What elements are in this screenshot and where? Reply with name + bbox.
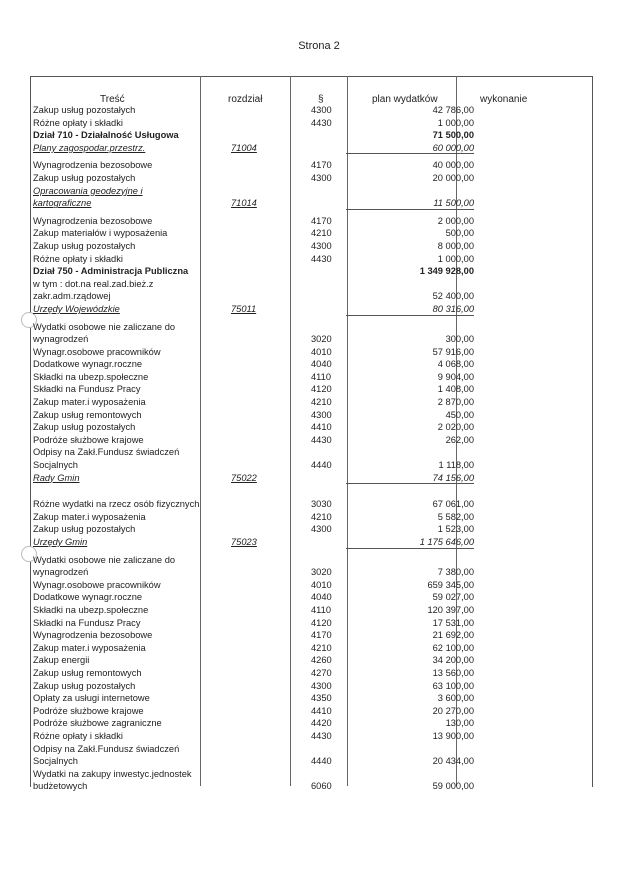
table-row (31, 159, 591, 172)
row-tresc-line: w tym : dot.na real.zad.bież.z (33, 278, 154, 289)
row-tresc-line: Opracowania geodezyjne i (33, 185, 143, 196)
row-tresc-line: Plany zagospodar.przestrz. (33, 142, 146, 153)
row-tresc-line: Rady Gmin (33, 472, 80, 483)
row-plan-amount: 262,00 (445, 434, 474, 445)
table-row (31, 680, 591, 693)
header-rozdzial: rozdział (228, 94, 263, 105)
table-row (31, 265, 591, 278)
row-tresc (33, 358, 209, 371)
table-row (31, 743, 591, 768)
subtotal-underline (346, 548, 474, 549)
row-tresc-line: Różne opłaty i składki (33, 730, 123, 741)
row-tresc (33, 692, 209, 705)
row-paragraf: 4430 (311, 117, 332, 128)
row-tresc-line: Opłaty za usługi internetowe (33, 693, 150, 704)
row-paragraf: 4040 (311, 359, 332, 370)
row-plan-amount: 40 000,00 (432, 160, 474, 171)
row-plan-amount: 59 000,00 (432, 781, 474, 792)
table-row (31, 472, 591, 485)
row-paragraf: 4010 (311, 579, 332, 590)
row-tresc (33, 434, 209, 447)
row-paragraf: 3020 (311, 334, 332, 345)
row-paragraf: 4210 (311, 397, 332, 408)
row-plan-amount: 21 692,00 (432, 630, 474, 641)
row-tresc-line: Socjalnych (33, 756, 78, 767)
table-row (31, 278, 591, 303)
row-tresc (33, 730, 209, 743)
row-tresc-line: Różne opłaty i składki (33, 253, 123, 264)
row-tresc-line: Zakup mater.i wyposażenia (33, 511, 146, 522)
row-rozdzial: 71004 (231, 142, 257, 153)
row-paragraf: 4040 (311, 592, 332, 603)
row-tresc-line: Składki na Fundusz Pracy (33, 384, 141, 395)
row-tresc-line: Zakup mater.i wyposażenia (33, 397, 146, 408)
row-tresc-line: Wynagrodzenia bezosobowe (33, 160, 153, 171)
header-paragraf: § (318, 94, 324, 105)
table-row (31, 240, 591, 253)
row-tresc-line: Dodatkowe wynagr.roczne (33, 592, 143, 603)
row-plan-amount: 120 397,00 (427, 604, 474, 615)
row-plan-amount: 13 900,00 (432, 730, 474, 741)
row-paragraf: 4440 (311, 756, 332, 767)
row-tresc (33, 253, 209, 266)
row-rozdzial: 75023 (231, 537, 257, 547)
row-plan-amount: 1 523,00 (437, 524, 474, 535)
row-tresc-line: Podróże służbowe krajowe (33, 705, 144, 716)
header-plan: plan wydatków (372, 94, 438, 105)
row-tresc (33, 240, 209, 253)
row-tresc (33, 104, 209, 117)
row-tresc (33, 215, 209, 228)
row-paragraf: 3030 (311, 499, 332, 510)
row-tresc (33, 554, 209, 579)
row-paragraf: 4260 (311, 655, 332, 666)
row-tresc (33, 265, 209, 278)
row-tresc-line: Zakup usług pozostałych (33, 105, 136, 115)
row-plan-amount: 300,00 (445, 334, 474, 345)
row-paragraf: 4420 (311, 718, 332, 729)
row-tresc (33, 117, 209, 130)
row-plan-amount: 1 118,00 (438, 460, 474, 471)
row-tresc (33, 523, 209, 536)
row-tresc-line: Socjalnych (33, 460, 78, 471)
row-tresc-line: Zakup usług remontowych (33, 409, 142, 420)
row-plan-amount: 20 270,00 (432, 705, 474, 716)
row-paragraf: 4210 (311, 228, 332, 239)
row-paragraf: 4170 (311, 630, 332, 641)
row-paragraf: 4300 (311, 240, 332, 251)
table-row (31, 554, 591, 579)
row-tresc (33, 717, 209, 730)
table-row (31, 768, 591, 793)
row-paragraf: 4170 (311, 215, 332, 226)
row-tresc-line: Składki na ubezp.społeczne (33, 604, 149, 615)
budget-table (31, 104, 591, 793)
row-tresc (33, 511, 209, 524)
row-tresc (33, 604, 209, 617)
table-row (31, 604, 591, 617)
row-tresc (33, 278, 209, 303)
row-paragraf: 4170 (311, 160, 332, 171)
row-tresc-line: Odpisy na Zakł.Fundusz świadczeń (33, 447, 180, 458)
table-row (31, 629, 591, 642)
row-tresc (33, 159, 209, 172)
row-paragraf: 4440 (311, 460, 332, 471)
row-tresc-line: Wydatki osobowe nie zaliczane do (33, 554, 176, 565)
row-tresc (33, 498, 209, 511)
row-tresc (33, 667, 209, 680)
table-row (31, 730, 591, 743)
row-tresc-line: Zakup usług pozostałych (33, 172, 136, 183)
row-tresc (33, 629, 209, 642)
row-tresc-line: Zakup mater.i wyposażenia (33, 642, 146, 653)
table-row (31, 371, 591, 384)
row-tresc-line: Zakup usług pozostałych (33, 422, 136, 433)
row-plan-amount: 57 916,00 (432, 346, 474, 357)
row-tresc-line: Zakup usług pozostałych (33, 680, 136, 691)
table-row (31, 667, 591, 680)
row-paragraf: 4210 (311, 642, 332, 653)
row-plan-amount: 2 000,00 (437, 215, 474, 226)
row-plan-amount: 130,00 (445, 718, 474, 729)
table-row (31, 396, 591, 409)
subtotal-underline (346, 209, 474, 210)
row-tresc-line: Zakup energii (33, 655, 90, 666)
row-tresc-line: Urzędy Gmin (33, 537, 88, 547)
row-rozdzial: 71014 (231, 198, 257, 209)
row-plan-amount: 52 400,00 (432, 291, 474, 302)
row-plan-amount: 8 000,00 (437, 240, 474, 251)
row-tresc (33, 142, 209, 155)
row-plan-amount: 60 000,00 (432, 142, 474, 153)
row-paragraf: 4410 (311, 422, 332, 433)
row-plan-amount: 17 531,00 (432, 617, 474, 628)
row-tresc (33, 617, 209, 630)
row-tresc-line: Urzędy Wojewódzkie (33, 303, 120, 314)
row-plan-amount: 3 600,00 (437, 693, 474, 704)
row-plan-amount: 659 345,00 (427, 579, 474, 590)
row-plan-amount: 4 068,00 (437, 359, 474, 370)
table-row (31, 117, 591, 130)
table-row (31, 654, 591, 667)
row-paragraf: 4300 (311, 524, 332, 535)
row-tresc-line: Różne opłaty i składki (33, 117, 123, 128)
row-plan-amount: 71 500,00 (432, 130, 474, 141)
row-tresc-line: budżetowych (33, 781, 88, 792)
row-rozdzial: 75011 (231, 303, 257, 314)
row-tresc (33, 371, 209, 384)
table-row (31, 104, 591, 117)
row-tresc-line: Zakup usług pozostałych (33, 240, 136, 251)
row-plan-amount: 67 061,00 (432, 499, 474, 510)
table-row (31, 409, 591, 422)
table-row (31, 172, 591, 185)
row-tresc (33, 172, 209, 185)
row-tresc-line: kartograficzne (33, 198, 92, 209)
row-plan-amount: 500,00 (445, 228, 474, 239)
row-plan-amount: 74 156,00 (432, 472, 474, 483)
row-plan-amount: 42 786,00 (432, 105, 474, 115)
row-tresc-line: Zakup usług pozostałych (33, 524, 136, 535)
row-paragraf: 4010 (311, 346, 332, 357)
row-tresc (33, 642, 209, 655)
row-plan-amount: 1 349 928,00 (419, 266, 474, 277)
subtotal-underline (346, 483, 474, 484)
row-tresc (33, 383, 209, 396)
row-tresc-line: wynagrodzeń (33, 567, 89, 578)
row-tresc (33, 680, 209, 693)
row-plan-amount: 5 582,00 (437, 511, 474, 522)
row-tresc-line: Składki na ubezp.społeczne (33, 371, 149, 382)
row-plan-amount: 13 560,00 (432, 667, 474, 678)
row-tresc (33, 536, 209, 549)
row-plan-amount: 2 020,00 (437, 422, 474, 433)
row-tresc-line: Wydatki na zakupy inwestyc.jednostek (33, 768, 192, 779)
row-paragraf: 4120 (311, 384, 332, 395)
table-row (31, 617, 591, 630)
table-row (31, 511, 591, 524)
table-row (31, 253, 591, 266)
row-tresc-line: Odpisy na Zakł.Fundusz świadczeń (33, 743, 180, 754)
row-plan-amount: 20 000,00 (432, 172, 474, 183)
row-paragraf: 4300 (311, 172, 332, 183)
row-paragraf: 4300 (311, 409, 332, 420)
table-row (31, 142, 591, 155)
subtotal-underline (346, 153, 474, 154)
table-row (31, 346, 591, 359)
table-row (31, 383, 591, 396)
row-paragraf: 3020 (311, 567, 332, 578)
row-tresc-line: Podróże służbowe krajowe (33, 434, 144, 445)
table-row (31, 692, 591, 705)
row-tresc-line: Wynagrodzenia bezosobowe (33, 215, 153, 226)
row-tresc-line: Zakup materiałów i wyposażenia (33, 228, 168, 239)
row-tresc (33, 185, 209, 210)
row-tresc (33, 705, 209, 718)
header-tresc: Treść (100, 94, 125, 105)
row-plan-amount: 1 000,00 (437, 253, 474, 264)
table-row (31, 321, 591, 346)
row-tresc-line: Wydatki osobowe nie zaliczane do (33, 321, 176, 332)
row-paragraf: 6060 (311, 781, 332, 792)
row-tresc (33, 768, 209, 793)
row-plan-amount: 1 408,00 (437, 384, 474, 395)
row-plan-amount: 1 175 646,00 (419, 537, 474, 547)
table-row (31, 227, 591, 240)
row-tresc (33, 321, 209, 346)
row-tresc-line: Dział 710 - Działalność Usługowa (33, 130, 179, 141)
page-title: Strona 2 (298, 40, 340, 52)
row-tresc-line: Dodatkowe wynagr.roczne (33, 359, 143, 370)
row-tresc (33, 743, 209, 768)
table-row (31, 446, 591, 471)
row-tresc (33, 227, 209, 240)
row-paragraf: 4430 (311, 253, 332, 264)
row-tresc-line: Wynagrodzenia bezosobowe (33, 630, 153, 641)
row-plan-amount: 9 904,00 (437, 371, 474, 382)
row-tresc (33, 396, 209, 409)
table-row (31, 434, 591, 447)
row-tresc-line: Zakup usług remontowych (33, 667, 142, 678)
table-row (31, 185, 591, 210)
row-plan-amount: 2 870,00 (437, 397, 474, 408)
row-tresc (33, 129, 209, 142)
table-row (31, 536, 591, 549)
row-paragraf: 4110 (311, 371, 331, 382)
table-row (31, 579, 591, 592)
row-paragraf: 4300 (311, 680, 332, 691)
table-row (31, 303, 591, 316)
row-plan-amount: 59 027,00 (432, 592, 474, 603)
table-row (31, 129, 591, 142)
row-tresc-line: wynagrodzeń (33, 334, 89, 345)
row-tresc (33, 409, 209, 422)
header-wykonanie: wykonanie (480, 94, 528, 105)
row-plan-amount: 20 434,00 (432, 756, 474, 767)
table-row (31, 523, 591, 536)
table-row (31, 498, 591, 511)
row-paragraf: 4210 (311, 511, 332, 522)
row-rozdzial: 75022 (231, 472, 257, 483)
row-plan-amount: 11 500,00 (433, 198, 474, 209)
row-paragraf: 4270 (311, 667, 332, 678)
table-row (31, 717, 591, 730)
row-paragraf: 4430 (311, 434, 332, 445)
row-paragraf: 4410 (311, 705, 332, 716)
row-tresc (33, 591, 209, 604)
row-tresc (33, 346, 209, 359)
subtotal-underline (346, 315, 474, 316)
row-plan-amount: 1 000,00 (437, 117, 474, 128)
row-tresc (33, 303, 209, 316)
row-tresc-line: Wynagr.osobowe pracowników (33, 579, 161, 590)
row-plan-amount: 34 200,00 (432, 655, 474, 666)
row-plan-amount: 63 100,00 (432, 680, 474, 691)
row-tresc (33, 472, 209, 485)
row-plan-amount: 80 316,00 (432, 303, 474, 314)
row-tresc (33, 579, 209, 592)
table-row (31, 642, 591, 655)
table-row (31, 215, 591, 228)
row-plan-amount: 62 100,00 (432, 642, 474, 653)
row-tresc-line: Dział 750 - Administracja Publiczna (33, 266, 189, 277)
row-tresc (33, 654, 209, 667)
table-row (31, 591, 591, 604)
row-tresc-line: Różne wydatki na rzecz osób fizycznych (33, 499, 200, 510)
row-paragraf: 4350 (311, 693, 332, 704)
row-paragraf: 4120 (311, 617, 332, 628)
row-tresc-line: Wynagr.osobowe pracowników (33, 346, 161, 357)
row-plan-amount: 7 380,00 (437, 567, 474, 578)
table-row (31, 705, 591, 718)
row-tresc (33, 421, 209, 434)
table-row (31, 358, 591, 371)
row-tresc-line: Składki na Fundusz Pracy (33, 617, 141, 628)
row-tresc-line: zakr.adm.rządowej (33, 291, 111, 302)
row-paragraf: 4110 (311, 604, 331, 615)
row-paragraf: 4300 (311, 105, 332, 115)
row-plan-amount: 450,00 (445, 409, 474, 420)
row-paragraf: 4430 (311, 730, 332, 741)
row-tresc-line: Podróże służbowe zagraniczne (33, 718, 162, 729)
table-row (31, 421, 591, 434)
row-tresc (33, 446, 209, 471)
